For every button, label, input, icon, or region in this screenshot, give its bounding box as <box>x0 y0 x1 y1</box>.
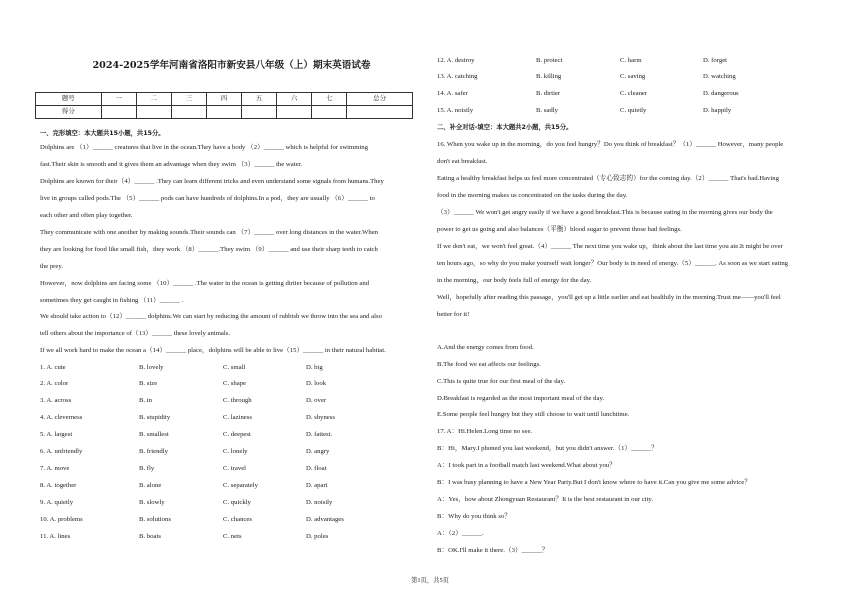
option-row <box>40 414 423 424</box>
passage-line: the prey. <box>40 263 63 270</box>
option-d[interactable]: D. noisily <box>306 499 333 506</box>
dialogue-line: A：（2）______. <box>437 530 484 537</box>
option-d[interactable]: D. look <box>306 380 327 387</box>
option-row <box>40 516 423 526</box>
score-blank-cell[interactable] <box>347 106 413 119</box>
option-d[interactable]: D. poles <box>306 533 329 540</box>
option-a[interactable]: 13. A. catching <box>437 73 478 80</box>
option-row <box>437 90 822 100</box>
option-d[interactable]: D. angry <box>306 448 330 455</box>
score-blank-cell[interactable] <box>101 106 136 119</box>
section1-heading: 一、完形填空：本大题共15小题，共15分。 <box>40 130 165 137</box>
passage-line: We should take action to（12）______ dolphins.We can start by reducing the amount of rubbish we throw into the sea and also <box>40 313 382 320</box>
option-c[interactable]: C. saving <box>620 73 646 80</box>
option-b[interactable]: B. fly <box>139 465 155 472</box>
option-a[interactable]: 10. A. problems <box>40 516 83 523</box>
score-table-cell: 总分 <box>347 93 413 106</box>
option-a[interactable]: 3. A. across <box>40 397 72 404</box>
passage-line: Eating a healthy breakfast helps us feel more concentrated（专心致志的）for the coming day.（2）______ That's bad.Having <box>437 175 779 182</box>
option-row <box>40 380 423 390</box>
option-d[interactable]: D. advantages <box>306 516 344 523</box>
passage-line: in the morning，our body feels full of energy for the day. <box>437 277 592 284</box>
score-table-cell: 三 <box>171 93 206 106</box>
option-c[interactable]: C. through <box>223 397 252 404</box>
option-b[interactable]: B. dirtier <box>536 90 561 97</box>
dialogue-line: B：OK.I'll make it there.（3）______？ <box>437 547 549 554</box>
dialogue-line: A：I took part in a football match last weekend.What about you？ <box>437 462 616 469</box>
passage-line: If we all work hard to make the ocean a（14）______ place，dolphins will be able to live（15）______ in their natural habitat. <box>40 347 386 354</box>
choice-item: A.And the energy comes from food. <box>437 344 534 351</box>
option-b[interactable]: B. solutions <box>139 516 171 523</box>
passage-line: power to get us going and also balances（平衡）blood sugar to prevent those bad feelings. <box>437 226 682 233</box>
option-b[interactable]: B. size <box>139 380 158 387</box>
score-table-cell: 二 <box>136 93 171 106</box>
option-d[interactable]: D. happily <box>703 107 732 114</box>
option-d[interactable]: D. apart <box>306 482 328 489</box>
score-table <box>35 92 413 119</box>
option-a[interactable]: 15. A. noisily <box>437 107 474 114</box>
option-b[interactable]: B. alone <box>139 482 162 489</box>
option-a[interactable]: 12. A. destroy <box>437 57 475 64</box>
score-blank-cell[interactable] <box>206 106 241 119</box>
option-b[interactable]: B. boats <box>139 533 161 540</box>
score-table-cell: 七 <box>312 93 347 106</box>
passage-line: ten hours ago，so why do you make yourself wait longer？Our body is in need of energy.（5）______. As soon as we start eating <box>437 260 789 267</box>
option-d[interactable]: D. shyness <box>306 414 335 421</box>
option-b[interactable]: B. sadly <box>536 107 558 114</box>
option-row <box>437 73 822 83</box>
option-c[interactable]: C. chances <box>223 516 252 523</box>
choice-item: C.This is quite true for our first meal of the day. <box>437 378 566 385</box>
option-d[interactable]: D. fattest. <box>306 431 333 438</box>
option-row <box>40 397 423 407</box>
option-row <box>437 57 822 67</box>
score-table-row-label: 得分 <box>36 106 102 119</box>
passage-line: If we don't eat，we won't feel great.（4）______ The next time you wake up，think about the last time you ate.It might be over <box>437 243 783 250</box>
score-table-cell: 一 <box>101 93 136 106</box>
option-b[interactable]: B. lovely <box>139 364 164 371</box>
passage-line: better for it! <box>437 311 470 318</box>
choice-item: E.Some people feel hungry but they still choose to wait until lunchtime. <box>437 411 630 418</box>
dialogue-line: B：Hi，Mary.I phoned you last weekend，but you didn't answer.（1）______？ <box>437 445 658 452</box>
option-c[interactable]: C. small <box>223 364 246 371</box>
score-table-cell: 题号 <box>36 93 102 106</box>
dialogue-line: A：Yes，how about Zhongyuan Restaurant？It is the best restaurant in our city. <box>437 496 654 503</box>
passage-line: （3）______ We won't get angry easily if we have a good breakfast.This is because eating in the morning gives our body the <box>437 209 773 216</box>
option-c[interactable]: C. nets <box>223 533 242 540</box>
score-table-cell: 五 <box>242 93 277 106</box>
option-a[interactable]: 7. A. move <box>40 465 70 472</box>
page-footer: 第1页，共5页 <box>411 577 449 584</box>
passage-line: However，now dolphins are facing some （10）______ .The water in the ocean is getting dirtier because of pollution and <box>40 280 370 287</box>
option-b[interactable]: B. in <box>139 397 153 404</box>
option-c[interactable]: C. deepest <box>223 431 251 438</box>
passage-line: sometimes they get caught in fishing （11）______ . <box>40 297 184 304</box>
passage-line: don't eat breakfast. <box>437 158 488 165</box>
dialogue-line: B：I was busy planning to have a New Year Party.But I don't know where to have it.Can you give me some advice？ <box>437 479 751 486</box>
passage-line: They communicate with one another by making sounds.Their sounds can （7）______ over long distances in the water.When <box>40 229 379 236</box>
option-a[interactable]: 5. A. largest <box>40 431 73 438</box>
option-c[interactable]: C. harm <box>620 57 642 64</box>
option-a[interactable]: 14. A. safer <box>437 90 468 97</box>
option-b[interactable]: B. protect <box>536 57 563 64</box>
option-b[interactable]: B. killing <box>536 73 562 80</box>
choice-item: D.Breakfast is regarded as the most important meal of the day. <box>437 395 605 402</box>
passage-line: food in the morning makes us concentrated on the tasks during the day. <box>437 192 628 199</box>
score-blank-cell[interactable] <box>171 106 206 119</box>
option-a[interactable]: 6. A. unfriendly <box>40 448 83 455</box>
option-a[interactable]: 1. A. cute <box>40 364 66 371</box>
option-row <box>40 465 423 475</box>
passage-line: Well，hopefully after reading this passage，you'll get up a little earlier and eat healthily in the morning.Trust me——you'll feel <box>437 294 781 301</box>
score-table-header-row <box>36 93 413 106</box>
passage-line: Dolphins are known for their（4）______ .They can learn different tricks and even understand some signals from humans.They <box>40 178 384 185</box>
option-d[interactable]: D. over <box>306 397 327 404</box>
exam-title: 2024-2025学年河南省洛阳市新安县八年级（上）期末英语试卷 <box>92 60 371 71</box>
option-b[interactable]: B. slowly <box>139 499 165 506</box>
option-d[interactable]: D. float <box>306 465 327 472</box>
score-table-cell: 六 <box>277 93 312 106</box>
dialogue-line: B：Why do you think so？ <box>437 513 511 520</box>
passage-line: 16. When you wake up in the morning，do you feel hungry？Do you think of breakfast？（1）______ However，many people <box>437 141 784 148</box>
passage-line: each other and often play together. <box>40 212 133 219</box>
option-c[interactable]: C. quickly <box>223 499 251 506</box>
option-b[interactable]: B. smallest <box>139 431 169 438</box>
passage-line: live in groups called pods.The （5）______ pods can have hundreds of dolphins.In a pod，they are usually （6）______ to <box>40 195 375 202</box>
option-c[interactable]: C. travel <box>223 465 247 472</box>
score-blank-cell[interactable] <box>277 106 312 119</box>
option-a[interactable]: 4. A. cleverness <box>40 414 83 421</box>
option-b[interactable]: B. friendly <box>139 448 168 455</box>
option-d[interactable]: D. forget <box>703 57 728 64</box>
option-row <box>40 448 423 458</box>
passage-line: fast.Their skin is smooth and it gives them an advantage when they swim （3）______ the water. <box>40 161 303 168</box>
option-d[interactable]: D. big <box>306 364 323 371</box>
option-d[interactable]: D. dangerous <box>703 90 739 97</box>
score-blank-cell[interactable] <box>242 106 277 119</box>
passage-line: tell others about the importance of（13）______ these lovely animals. <box>40 330 230 337</box>
passage-line: they are looking for food like small fish，they work （8）______.They swim （9）______ and use their sharp teeth to catch <box>40 246 378 253</box>
option-row <box>40 533 423 543</box>
option-c[interactable]: C. laziness <box>223 414 252 421</box>
option-c[interactable]: C. separately <box>223 482 258 489</box>
section2-heading: 二、补全对话-填空：本大题共2小题，共15分。 <box>437 124 573 131</box>
option-c[interactable]: C. quietly <box>620 107 647 114</box>
option-c[interactable]: C. lonely <box>223 448 248 455</box>
option-a[interactable]: 2. A. color <box>40 380 69 387</box>
option-row <box>40 482 423 492</box>
option-a[interactable]: 9. A. quietly <box>40 499 74 506</box>
score-table-score-row <box>36 106 413 119</box>
option-b[interactable]: B. stupidity <box>139 414 171 421</box>
choice-item: B.The food we eat affects our feelings. <box>437 361 541 368</box>
score-blank-cell[interactable] <box>136 106 171 119</box>
score-blank-cell[interactable] <box>312 106 347 119</box>
option-a[interactable]: 11. A. lines <box>40 533 71 540</box>
score-table-cell: 四 <box>206 93 241 106</box>
option-a[interactable]: 8. A. together <box>40 482 77 489</box>
option-row <box>40 364 423 374</box>
passage-line: Dolphins are （1）______ creatures that live in the ocean.They have a body （2）______ which is helpful for swimming <box>40 144 368 151</box>
option-c[interactable]: C. cleaner <box>620 90 648 97</box>
option-row <box>40 499 423 509</box>
option-d[interactable]: D. watching <box>703 73 736 80</box>
option-row <box>437 107 822 117</box>
option-c[interactable]: C. shape <box>223 380 247 387</box>
dialogue-line: 17. A：Hi.Helen.Long time no see. <box>437 428 533 435</box>
option-row <box>40 431 423 441</box>
